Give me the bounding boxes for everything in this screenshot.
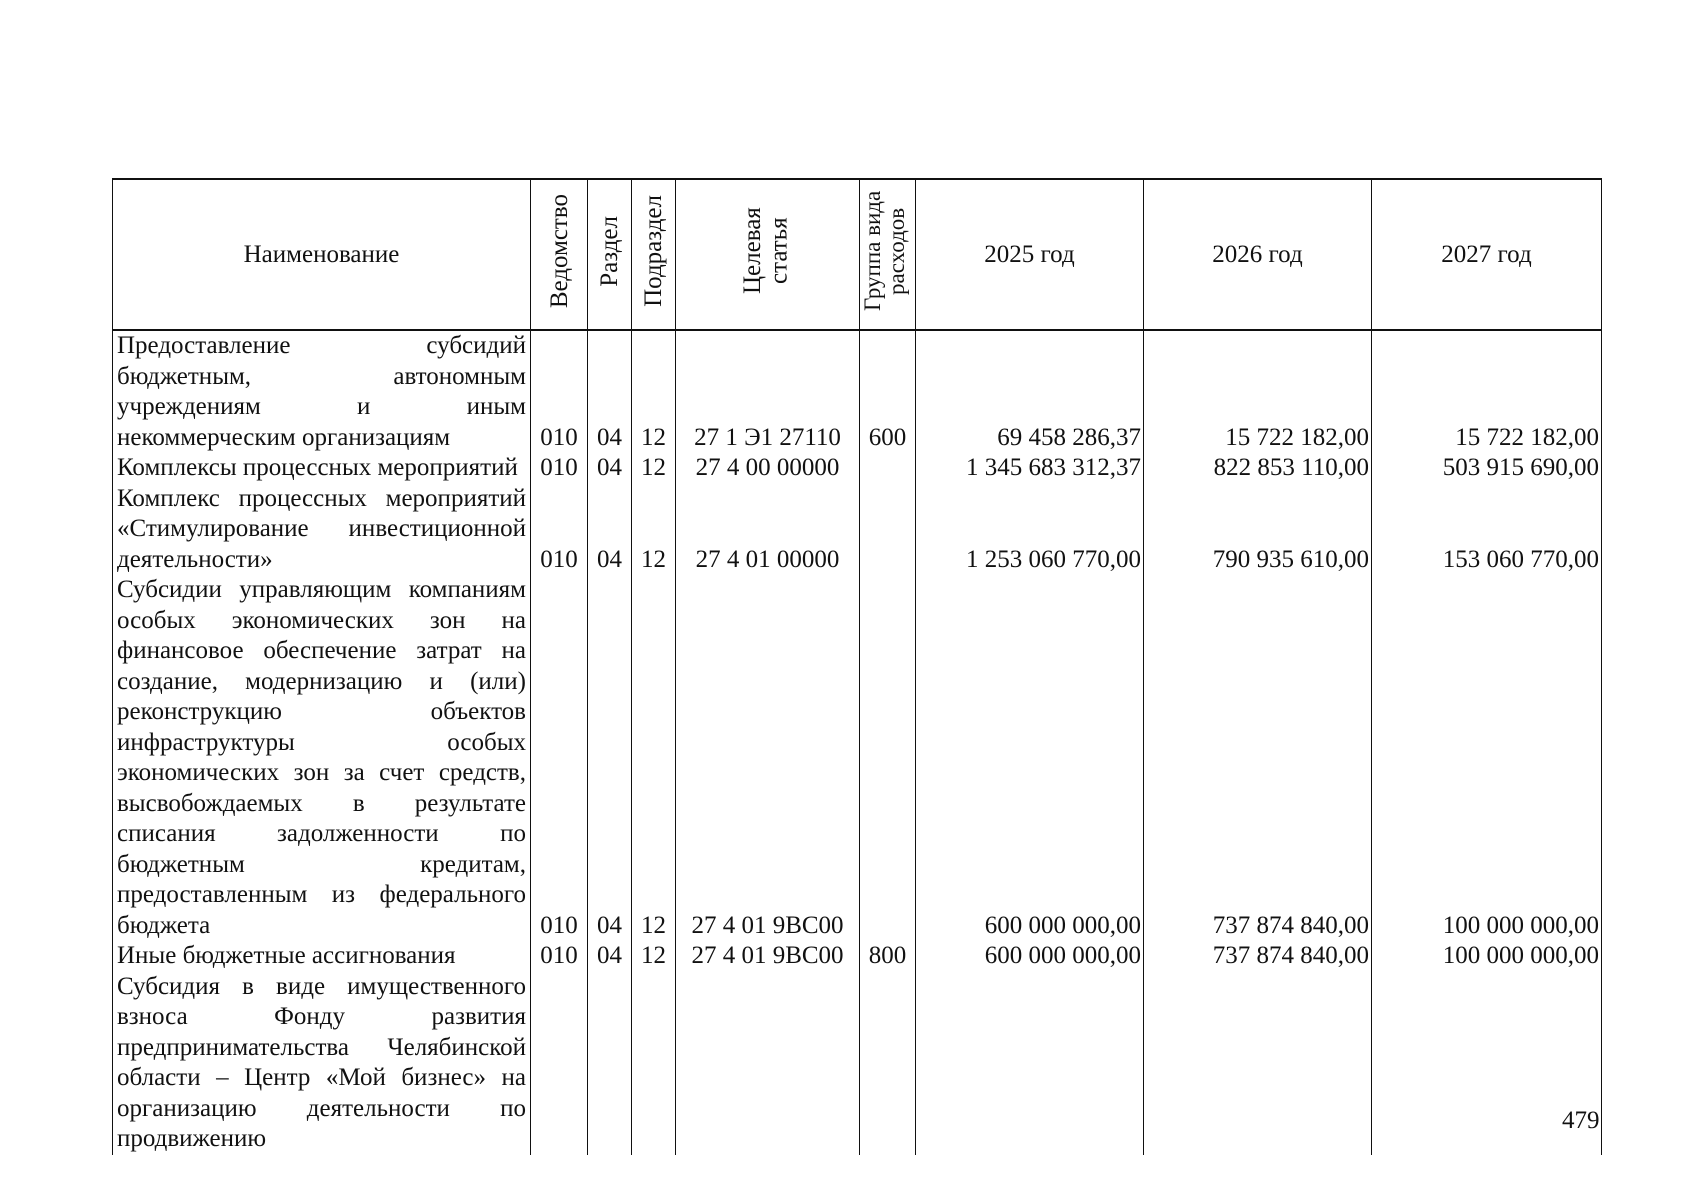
- header-subsection: Подраздел: [632, 179, 676, 330]
- row-section: 04: [588, 330, 632, 453]
- row-group: [860, 972, 916, 1155]
- header-2027: 2027 год: [1372, 179, 1602, 330]
- row-section: 04: [588, 484, 632, 576]
- row-dept: 010: [531, 484, 588, 576]
- row-2026: [1144, 972, 1372, 1155]
- row-dept: 010: [531, 575, 588, 941]
- page-number: 479: [1562, 1107, 1600, 1134]
- row-subsection: 12: [632, 453, 676, 484]
- row-section: 04: [588, 941, 632, 972]
- row-target: 27 4 00 00000: [676, 453, 860, 484]
- row-dept: 010: [531, 941, 588, 972]
- row-2025: 600 000 000,00: [916, 575, 1144, 941]
- row-dept: 010: [531, 330, 588, 453]
- row-name: Субсидии управляющим компаниям особых экономических зон на финансовое обеспечение затрат на создание, модернизацию и (или) реконструкцию объектов инфраструктуры особых экономических зон за счет средств, высвобождаемых в результате списания задолженности по бюджетным кредитам, предоставленным из федерального бюджета: [113, 575, 531, 941]
- row-dept: 010: [531, 453, 588, 484]
- row-target: 27 4 01 9ВС00: [676, 575, 860, 941]
- table-row: [113, 330, 1602, 453]
- row-2025: 600 000 000,00: [916, 941, 1144, 972]
- row-group: 800: [860, 941, 916, 972]
- budget-table: [112, 178, 1602, 1155]
- row-2027: 100 000 000,00: [1372, 575, 1602, 941]
- header-group: Группа вида расходов: [860, 179, 916, 330]
- row-2026: 822 853 110,00: [1144, 453, 1372, 484]
- row-group: [860, 453, 916, 484]
- row-group: [860, 484, 916, 576]
- row-group: 600: [860, 330, 916, 453]
- header-dept: Ведомство: [531, 179, 588, 330]
- row-target: 27 1 Э1 27110: [676, 330, 860, 453]
- row-target: [676, 972, 860, 1155]
- row-section: [588, 972, 632, 1155]
- table-row: [113, 941, 1602, 972]
- row-name: Иные бюджетные ассигнования: [113, 941, 531, 972]
- row-name: Субсидия в виде имущественного взноса Фонду развития предпринимательства Челябинской области – Центр «Мой бизнес» на организацию деятельности по продвижению: [113, 972, 531, 1155]
- row-2026: 15 722 182,00: [1144, 330, 1372, 453]
- row-2026: 737 874 840,00: [1144, 941, 1372, 972]
- row-2025: 1 345 683 312,37: [916, 453, 1144, 484]
- header-target: Целевая статья: [676, 179, 860, 330]
- row-section: 04: [588, 575, 632, 941]
- row-2025: 69 458 286,37: [916, 330, 1144, 453]
- table-row: [113, 453, 1602, 484]
- table-row: [113, 575, 1602, 941]
- row-2027: 503 915 690,00: [1372, 453, 1602, 484]
- row-group: [860, 575, 916, 941]
- row-2026: 737 874 840,00: [1144, 575, 1372, 941]
- row-name: Комплекс процессных мероприятий «Стимулирование инвестиционной деятельности»: [113, 484, 531, 576]
- row-subsection: 12: [632, 941, 676, 972]
- row-2025: 1 253 060 770,00: [916, 484, 1144, 576]
- row-subsection: 12: [632, 575, 676, 941]
- header-name: Наименование: [113, 179, 531, 330]
- row-2026: 790 935 610,00: [1144, 484, 1372, 576]
- header-2025: 2025 год: [916, 179, 1144, 330]
- header-2026: 2026 год: [1144, 179, 1372, 330]
- header-row: [113, 179, 1602, 330]
- row-2025: [916, 972, 1144, 1155]
- row-subsection: 12: [632, 484, 676, 576]
- row-name: Комплексы процессных мероприятий: [113, 453, 531, 484]
- table-row: [113, 972, 1602, 1155]
- row-dept: [531, 972, 588, 1155]
- row-target: 27 4 01 00000: [676, 484, 860, 576]
- row-2027: 15 722 182,00: [1372, 330, 1602, 453]
- row-target: 27 4 01 9ВС00: [676, 941, 860, 972]
- row-name: Предоставление субсидий бюджетным, автономным учреждениям и иным некоммерческим организациям: [113, 330, 531, 453]
- table-row: [113, 484, 1602, 576]
- row-section: 04: [588, 453, 632, 484]
- row-subsection: 12: [632, 330, 676, 453]
- row-2027: 153 060 770,00: [1372, 484, 1602, 576]
- header-section: Раздел: [588, 179, 632, 330]
- row-subsection: [632, 972, 676, 1155]
- row-2027: 100 000 000,00: [1372, 941, 1602, 972]
